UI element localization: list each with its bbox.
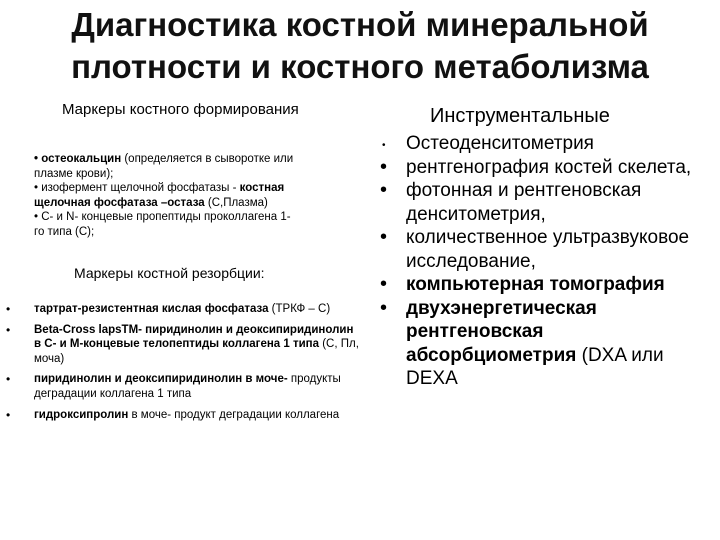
- bullet-icon: •: [380, 296, 388, 319]
- item-bold-text: компьютерная томография: [406, 274, 665, 295]
- formation-markers-heading: Маркеры костного формирования: [62, 101, 299, 118]
- item-text: (С, Пл, моча): [34, 338, 359, 365]
- page-title: [0, 4, 720, 88]
- item-text: продукты деградации коллагена 1 типа: [34, 373, 341, 400]
- list-item: [380, 179, 715, 226]
- title-line-1: Диагностика костной минеральной: [71, 6, 649, 43]
- item-text: в моче- продукт деградации коллагена: [128, 408, 340, 421]
- item-text: Остеоденситометрия: [406, 133, 594, 154]
- formation-bold-text: щелочная фосфатаза –остаза: [34, 196, 205, 209]
- list-item: [380, 297, 715, 391]
- bullet-icon: •: [6, 322, 11, 337]
- formation-markers-list: [34, 152, 364, 240]
- formation-line: плазме крови);: [34, 167, 114, 180]
- item-bold-text: гидроксипролин: [34, 408, 129, 421]
- formation-text: (определяется в сыворотке или: [121, 153, 294, 165]
- item-text: (DXA или DEXA: [406, 344, 664, 389]
- item-bold-text: двухэнергетическая рентгеновская абсорбциометрия: [406, 297, 597, 366]
- resorption-markers-heading: Маркеры костной резорбции:: [74, 265, 265, 281]
- bullet-icon: •: [6, 407, 11, 422]
- bullet-icon: •: [380, 179, 388, 201]
- resorption-markers-list: [4, 302, 360, 428]
- formation-line: го типа (С);: [34, 225, 95, 238]
- item-bold-text: пиридинолин и деоксипиридинолин в моче-: [34, 373, 288, 386]
- title-line-2: плотности и костного метаболизма: [71, 48, 649, 85]
- bullet-icon: •: [382, 140, 386, 151]
- bullet-icon: •: [6, 372, 11, 387]
- instrumental-methods-list: [380, 132, 715, 391]
- list-item: [380, 156, 715, 180]
- item-text: количественное ультразвуковое исследование,: [406, 227, 690, 272]
- bullet-icon: •: [380, 226, 388, 248]
- list-item: [4, 372, 360, 401]
- item-text: фотонная и рентгеновская денситометрия,: [406, 180, 642, 225]
- formation-line: [34, 152, 364, 167]
- instrumental-heading: Инструментальные: [430, 105, 610, 127]
- list-item: [380, 226, 715, 273]
- list-item: [380, 273, 715, 297]
- osteocalcin-label: • остеокальцин: [34, 153, 122, 165]
- bullet-icon: •: [6, 302, 11, 316]
- list-item: [4, 302, 360, 317]
- formation-text: • изофермент щелочной фосфатазы -: [34, 182, 240, 195]
- bullet-icon: •: [380, 155, 388, 178]
- formation-line: [34, 196, 364, 211]
- item-text: (ТРКФ – С): [268, 303, 331, 315]
- formation-bold-text: костная: [239, 182, 285, 195]
- bullet-icon: •: [380, 273, 388, 295]
- list-item: [4, 408, 360, 423]
- formation-line: • С- и N- концевые пропептиды проколлагена 1-: [34, 211, 291, 224]
- item-bold-text: Beta-Cross lapsTM- пиридинолин и деоксипиридинолин в С- и М-концевые телопептиды коллагена 1 типа: [34, 323, 354, 351]
- list-item: [380, 132, 715, 156]
- item-bold-text: тартрат-резистентная кислая фосфатаза: [34, 303, 269, 315]
- item-text: рентгенография костей скелета,: [406, 156, 692, 178]
- formation-text: (С,Плазма): [204, 196, 268, 209]
- list-item: [4, 323, 360, 367]
- formation-line: [34, 181, 364, 196]
